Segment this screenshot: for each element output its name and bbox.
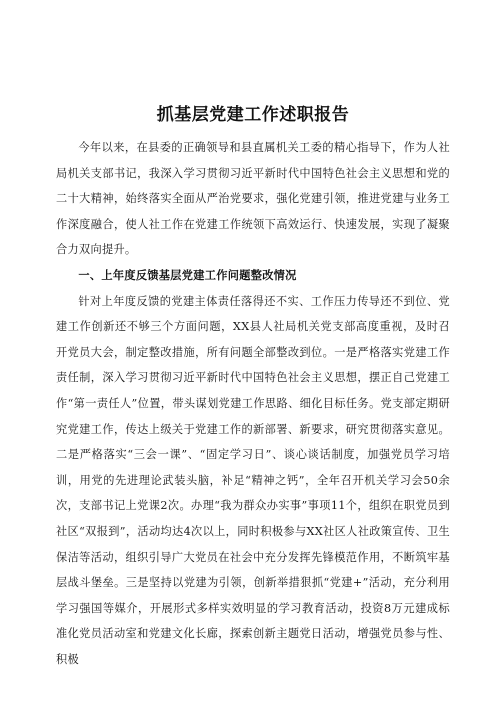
intro-paragraph: 今年以来，在县委的正确领导和县直属机关工委的精心指导下，作为人社局机关支部书记，我深入学习贯彻习近平新时代中国特色社会主义思想和党的二十大精神，始终落实全面从严治党要求，强化党建引领，推进党建与业务工作深度融合，使人社工作在党建工作统领下高效运行、快速发展，实现了凝聚合力双向提升。 (56, 141, 450, 257)
section-paragraph: 针对上年度反馈的党建主体责任落得还不实、工作压力传导还不到位、党建工作创新还不够三个方面问题，XX县人社局机关党支部高度重视，及时召开党员大会，制定整改措施，所有问题全部整改到位。一是严格落实党建工作责任制，深入学习贯彻习近平新时代中国特色社会主义思想，摆正自己党建工作“第一责任人”位置，带头谋划党建工作思路、细化目标任务。党支部定期研究党建工作，传达上级关于党建工作的新部署、新要求，研究贯彻落实意见。二是严格落实“三会一课”、“固定学习日”、谈心谈话制度，加强党员学习培训，用党的先进理论武装头脑，补足“精神之钙”，全年召开机关学习会50余次，支部书记上党课2次。办理“我为群众办实事”事项11个，组织在职党员到社区“双报到”，活动均达4次以上，同时积极参与XX社区人社政策宣传、卫生保洁等活动，组织引导广大党员在社会中充分发挥先锋模范作用，不断筑牢基层战斗堡垒。三是坚持以党建为引领，创新举措狠抓“党建+”活动，充分利用学习强国等媒介，开展形式多样实效明显的学习教育活动，投资8万元建成标准化党员活动室和党建文化长廊，探索创新主题党日活动，增强党员参与性、积极 (56, 294, 450, 666)
document-title: 抓基层党建工作述职报告 (156, 105, 350, 125)
section-heading: 一、上年度反馈基层党建工作问题整改情况 (78, 268, 297, 282)
